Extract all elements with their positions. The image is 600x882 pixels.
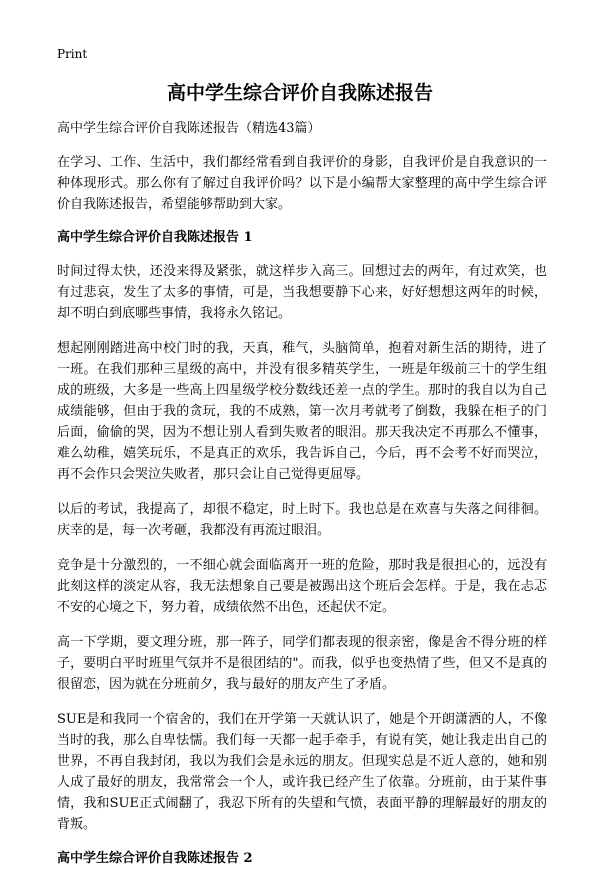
section-heading: 高中学生综合评价自我陈述报告 2 [57,851,253,866]
print-link[interactable]: Print [57,47,88,61]
document-subtitle: 高中学生综合评价自我陈述报告（精选43篇） [57,121,321,136]
document-body [57,119,547,882]
paragraph: 高一下学期，要文理分班，那一阵子，同学们都表现的很亲密，像是舍不得分班的样子，要明白平时班里气氛并不是很团结的"。而我，似乎也变热情了些，但又不是真的很留恋，因为就在分班前夕，我与最好的朋友产生了矛盾。 [57,635,547,692]
paragraph: 时间过得太快，还没来得及紧张，就这样步入高三。回想过去的两年，有过欢笑，也有过悲哀，发生了太多的事情，可是，当我想要静下心来，好好想想这两年的时候，却不明白到底哪些事情，我将永久铭记。 [57,264,547,321]
section-2 [57,849,547,868]
paragraph: SUE是和我同一个宿舍的，我们在开学第一天就认识了，她是个开朗潇洒的人，不像当时的我，那么自卑怯懦。我们每一天都一起手牵手，有说有笑，她让我走出自己的世界，不再自我封闭，我以为我们会是永远的朋友。但现实总是不近人意的，她和别人成了最好的朋友，我常常会一个人，或许我已经产生了依靠。分班前，由于某件事情，我和SUE正式闹翻了，我忍下所有的失望和气愤，表面平静的理解最好的朋友的背叛。 [57,712,547,832]
section-heading: 高中学生综合评价自我陈述报告 1 [57,230,253,245]
document-title: 高中学生综合评价自我陈述报告 [166,82,433,104]
intro-paragraph: 在学习、工作、生活中，我们都经常看到自我评价的身影，自我评价是自我意识的一种体现形式。那么你有了解过自我评价吗？以下是小编帮大家整理的高中学生综合评价自我陈述报告，希望能够帮助到大家。 [57,155,547,212]
section-1 [57,228,547,835]
paragraph: 以后的考试，我提高了，却很不稳定，时上时下。我也总是在欢喜与失落之间徘徊。庆幸的是，每一次考砸，我都没有再流过眼泪。 [57,502,547,538]
paragraph: 竞争是十分激烈的，一不细心就会面临离开一班的危险，那时我是很担心的，远没有此刻这样的淡定从容，我无法想象自己要是被踢出这个班后会怎样。于是，我在忐忑不安的心境之下，努力着，成绩依然不出色，还起伏不定。 [57,558,547,615]
paragraph: 想起刚刚踏进高中校门时的我，天真，稚气，头脑简单，抱着对新生活的期待，进了一班。在我们那种三星级的高中，并没有很多精英学生，一班是年级前三十的学生组成的班级，大多是一些高上四星级学校分数线还差一点的学生。那时的我自以为自己成绩能够，但由于我的贪玩，我的不成熟，第一次月考就考了倒数，我躲在柜子的门后面，偷偷的哭，因为不想让别人看到失败者的眼泪。那天我决定不再那么不懂事，难么幼稚，嬉笑玩乐，不是真正的欢乐，我告诉自己，今后，再不会考不好而哭泣，再不会作只会哭泣失败者，那只会让自己觉得更屈辱。 [57,341,547,482]
